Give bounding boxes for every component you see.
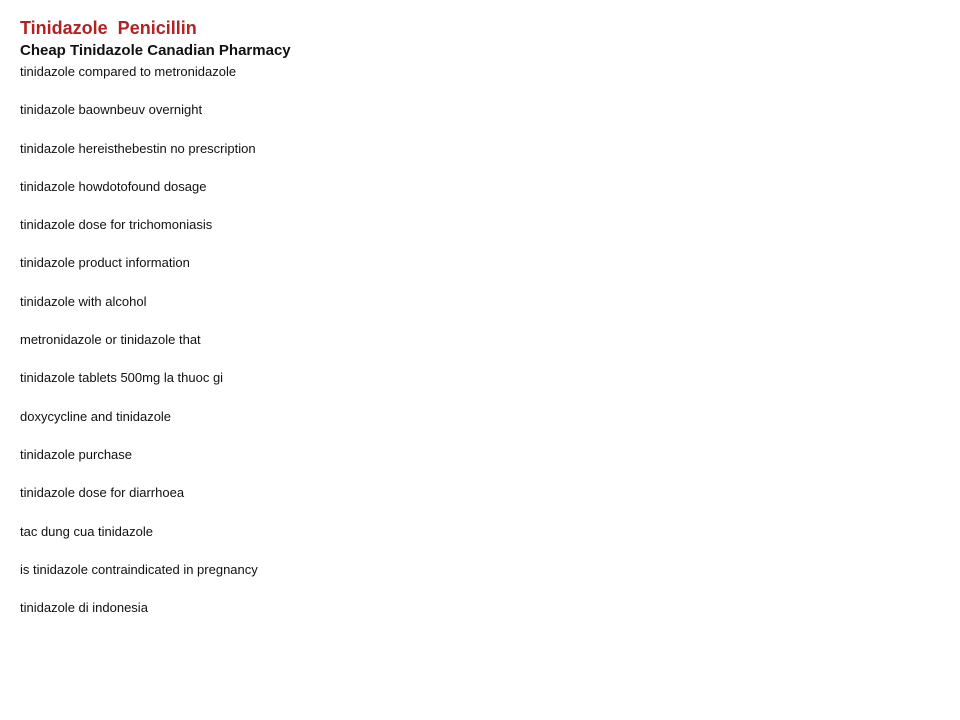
- keyword-item: tinidazole compared to metronidazole: [20, 64, 237, 79]
- keyword-item: tinidazole with alcohol: [20, 293, 147, 309]
- page-subtitle: Cheap Tinidazole Canadian Pharmacy: [20, 42, 291, 59]
- document-content: [20, 17, 920, 638]
- keyword-item: is tinidazole contraindicated in pregnancy: [20, 561, 258, 577]
- keyword-item: doxycycline and tinidazole: [20, 408, 172, 424]
- keyword-item: tinidazole product information: [20, 255, 190, 271]
- keyword-list: [20, 64, 920, 638]
- keyword-item: tinidazole di indonesia: [20, 600, 148, 616]
- keyword-item: tinidazole howdotofound dosage: [20, 178, 207, 194]
- keyword-item: tinidazole hereisthebestin no prescription: [20, 140, 256, 156]
- keyword-item: tinidazole dose for diarrhoea: [20, 485, 185, 501]
- keyword-item: metronidazole or tinidazole that: [20, 332, 201, 348]
- keyword-item: tinidazole dose for trichomoniasis: [20, 217, 213, 233]
- keyword-item: tac dung cua tinidazole: [20, 523, 153, 539]
- keyword-item: tinidazole purchase: [20, 446, 133, 462]
- page-title: Tinidazole Penicillin: [20, 18, 197, 38]
- keyword-item: tinidazole tablets 500mg la thuoc gi: [20, 370, 224, 386]
- keyword-item: tinidazole baownbeuv overnight: [20, 102, 203, 118]
